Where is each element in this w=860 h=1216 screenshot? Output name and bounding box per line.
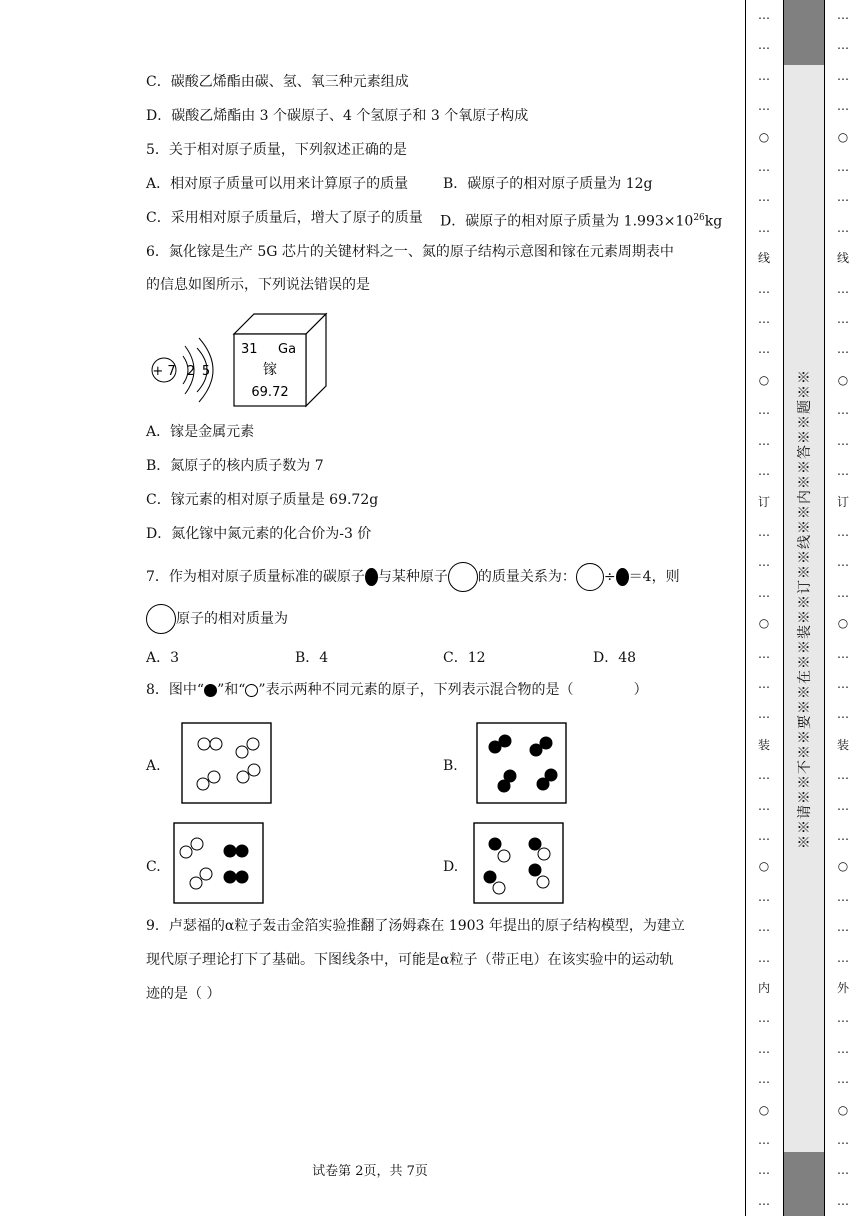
binding-dots: … [837,646,849,661]
binding-dots: … [837,160,849,175]
binding-dots: … [837,38,849,53]
binding-dots: … [758,889,770,904]
q6-option-d: D．氮化镓中氮元素的化合价为-3 价 [146,526,372,542]
q5-option-b: B．碳原子的相对原子质量为 12g [443,176,653,192]
binding-dots: … [837,1133,849,1148]
binding-dots: … [837,342,849,357]
binding-hole-icon: ○ [758,859,770,874]
q9-stem-line2: 现代原子理论打下了基础。下图线条中，可能是α粒子（带正电）在该实验中的运动轨 [146,952,674,968]
binding-dots: … [837,220,849,235]
unknown-atom-icon [448,562,478,592]
q8-option-c-diagram [173,822,265,906]
binding-dots: … [837,1011,849,1026]
binding-dots: … [837,889,849,904]
q7-option-b: B．4 [295,650,329,666]
binding-dots: … [837,555,849,570]
binding-gray-bottom [784,1152,824,1216]
element-symbol: Ga [278,342,297,357]
q4-option-d: D．碳酸乙烯酯由 3 个碳原子、4 个氢原子和 3 个氧原子构成 [146,108,529,124]
binding-dots: … [758,433,770,448]
binding-hole-icon: ○ [758,616,770,631]
binding-dots: … [758,464,770,479]
binding-hole-icon: ○ [758,1102,770,1117]
shell-1-electrons: 2 [186,364,196,379]
binding-hole-icon: ○ [758,372,770,387]
q6-option-a: A．镓是金属元素 [146,424,255,440]
binding-dots: … [758,1163,770,1178]
binding-outer-column [833,8,853,1208]
binding-dots: … [758,281,770,296]
inner-mark: 装 [757,737,770,752]
q7-stem-line1: 7．作为相对原子质量标准的碳原子 与某种原子 的质量关系为： ÷ ＝4，则 [146,562,680,592]
binding-hole-icon: ○ [837,1102,849,1117]
white-atom-icon [245,684,258,697]
inner-mark: 内 [757,981,770,995]
q7-option-c: C．12 [443,650,486,666]
binding-dots: … [837,8,849,22]
shell-2-electrons: 5 [201,364,211,379]
q7-option-d: D．48 [593,650,637,666]
binding-warning-bar [784,65,824,1152]
binding-dots: … [758,828,770,843]
binding-hole-icon: ○ [758,129,770,144]
black-atom-icon [204,684,217,697]
binding-dots: … [758,1011,770,1026]
element-name: 镓 [263,362,277,378]
binding-dots: … [837,403,849,418]
q8-option-a-diagram [181,722,273,806]
nitrogen-atom-diagram [145,328,225,410]
q5-stem: 5．关于相对原子质量，下列叙述正确的是 [146,142,407,158]
gallium-element-card [230,310,330,410]
page-footer: 试卷第 2页，共 7页 [312,1164,428,1179]
unknown-atom-icon [146,604,176,634]
binding-dots: … [837,281,849,296]
binding-dots: … [758,768,770,783]
binding-dots: … [837,1163,849,1178]
binding-dots: … [758,342,770,357]
binding-dots: … [758,524,770,539]
q7-option-a: A．3 [146,650,180,666]
binding-dots: … [837,920,849,935]
binding-hole-icon: ○ [837,129,849,144]
atomic-mass: 69.72 [251,385,289,400]
q8-option-d-diagram [473,822,565,906]
binding-dots: … [837,798,849,813]
binding-dots: … [758,99,770,114]
q6-stem-line1: 6．氮化镓是生产 5G 芯片的关键材料之一、氮的原子结构示意图和镓在元素周期表中 [146,244,674,260]
outer-mark: 装 [836,737,849,752]
binding-hole-icon: ○ [837,616,849,631]
q5-option-d: D．碳原子的相对原子质量为 $1.993\times 10^{26}kg$ [440,213,723,230]
binding-dots: … [758,555,770,570]
q5-option-a: A．相对原子质量可以用来计算原子的质量 [146,176,409,192]
q5-option-c: C．采用相对原子质量后，增大了原子的质量 [146,210,423,226]
binding-dots: … [837,950,849,965]
binding-dots: … [837,433,849,448]
binding-dots: … [758,585,770,600]
binding-dots: … [758,403,770,418]
q7-stem-line2: 原子的相对质量为 [146,604,288,634]
binding-dots: … [758,8,770,22]
outer-mark: 订 [836,494,849,509]
binding-warning-text: ※※请※※不※※要※※在※※装※※订※※线※※内※※答※※题※※ [797,368,813,849]
carbon-atom-icon [365,568,378,586]
binding-dots: … [837,464,849,479]
binding-hole-icon: ○ [837,859,849,874]
binding-dots: … [837,768,849,783]
binding-dots: … [837,1072,849,1087]
binding-dots: … [758,646,770,661]
binding-border-inner [745,0,746,1216]
q9-stem-line1: 9．卢瑟福的α粒子轰击金箔实验推翻了汤姆森在 1903 年提出的原子结构模型，为建立 [146,918,685,934]
inner-mark: 订 [757,494,770,509]
q6-stem-line2: 的信息如图所示，下列说法错误的是 [146,277,370,293]
binding-dots: … [837,1193,849,1208]
binding-dots: … [758,950,770,965]
q8-option-c-label: C. [146,859,161,875]
outer-mark: 线 [836,251,849,266]
binding-dots: … [837,524,849,539]
binding-dots: … [758,798,770,813]
binding-border-outer [824,0,825,1216]
inner-mark: 线 [757,251,770,266]
q4-option-c: C．碳酸乙烯酯由碳、氢、氧三种元素组成 [146,74,409,90]
binding-dots: … [758,707,770,722]
q6-option-c: C．镓元素的相对原子质量是 69.72g [146,492,379,508]
binding-dots: … [837,99,849,114]
binding-dots: … [837,312,849,327]
unknown-atom-icon [576,563,604,591]
binding-dots: … [758,1072,770,1087]
atomic-number: 31 [241,342,258,357]
binding-dots: … [758,68,770,83]
q8-option-d-label: D. [443,859,459,875]
outer-mark: 外 [836,981,849,995]
binding-dots: … [758,38,770,53]
q8-stem: 8．图中“ ”和“ ”表示两种不同元素的原子，下列表示混合物的是（ ） [146,682,648,698]
binding-dots: … [837,1041,849,1056]
binding-dots: … [837,707,849,722]
binding-dots: … [758,676,770,691]
q8-option-a-label: A. [146,758,161,774]
q6-option-b: B．氮原子的核内质子数为 7 [146,458,324,474]
binding-inner-column [754,8,774,1208]
binding-dots: … [758,160,770,175]
binding-dots: … [758,920,770,935]
binding-dots: … [837,585,849,600]
binding-dots: … [758,312,770,327]
binding-dots: … [758,1041,770,1056]
carbon-atom-icon [616,568,629,586]
binding-dots: … [837,828,849,843]
binding-dots: … [758,190,770,205]
binding-gray-top [784,0,824,65]
q8-option-b-diagram [476,722,568,806]
binding-dots: … [837,190,849,205]
q8-option-b-label: B. [443,758,458,774]
binding-dots: … [758,1193,770,1208]
q9-stem-line3: 迹的是（ ） [146,986,221,1002]
binding-dots: … [758,220,770,235]
binding-hole-icon: ○ [837,372,849,387]
nucleus-charge: + 7 [152,364,176,379]
binding-dots: … [758,1133,770,1148]
binding-dots: … [837,68,849,83]
binding-dots: … [837,676,849,691]
